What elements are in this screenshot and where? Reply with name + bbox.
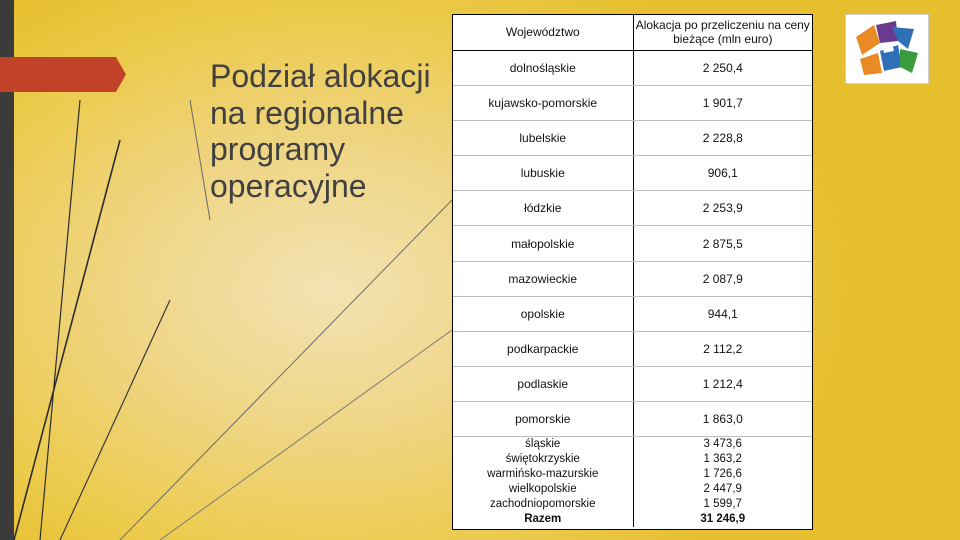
allocation-value: 1 901,7 xyxy=(702,96,743,111)
region-name: lubuskie xyxy=(453,156,634,190)
program-logo-icon xyxy=(845,14,929,84)
table-row xyxy=(453,262,812,297)
table-header-row xyxy=(453,15,812,51)
allocation-value: 2 447,9 xyxy=(703,483,742,496)
table-row xyxy=(453,156,812,191)
table-row xyxy=(453,226,812,261)
allocation-value: 2 250,4 xyxy=(702,61,743,76)
region-name: dolnośląskie xyxy=(453,51,634,85)
table-row xyxy=(453,332,812,367)
allocation-value: 1 599,7 xyxy=(703,498,742,511)
region-name: kujawsko-pomorskie xyxy=(453,86,634,120)
table-row xyxy=(453,402,812,437)
last-regions xyxy=(487,437,598,527)
allocation-value: 2 087,9 xyxy=(702,271,743,286)
table-row xyxy=(453,191,812,226)
region-name: śląskie xyxy=(525,438,561,451)
table-row xyxy=(453,51,812,86)
allocation-value: 1 212,4 xyxy=(702,376,743,391)
allocation-value: 2 875,5 xyxy=(702,236,743,251)
last-values xyxy=(700,437,745,527)
allocation-value: 1 863,0 xyxy=(702,411,743,426)
region-name: warmińsko-mazurskie xyxy=(487,468,599,481)
allocation-value: 906,1 xyxy=(707,166,738,181)
allocation-value: 944,1 xyxy=(707,306,738,321)
header-allocation: Alokacja po przeliczeniu na ceny bieżące (mln euro) xyxy=(635,18,810,46)
region-name: łódzkie xyxy=(453,191,634,225)
region-name: zachodniopomorskie xyxy=(490,498,596,511)
region-name: podlaskie xyxy=(453,367,634,401)
slide-title: Podział alokacji na regionalne programy operacyjne xyxy=(210,58,431,204)
table-row xyxy=(453,121,812,156)
allocation-value: 2 112,2 xyxy=(703,341,743,356)
region-name: podkarpackie xyxy=(453,332,634,366)
header-region: Województwo xyxy=(453,15,634,50)
allocation-value: 1 363,2 xyxy=(703,453,742,466)
total-value: 31 246,9 xyxy=(700,513,746,526)
allocation-table xyxy=(452,14,813,530)
region-name: świętokrzyskie xyxy=(505,453,580,466)
table-row-last xyxy=(453,437,812,527)
allocation-value: 3 473,6 xyxy=(703,438,742,451)
allocation-value: 2 253,9 xyxy=(702,201,743,216)
table-row xyxy=(453,86,812,121)
region-name: małopolskie xyxy=(453,226,634,260)
allocation-value: 1 726,6 xyxy=(703,468,742,481)
region-name: mazowieckie xyxy=(453,262,634,296)
region-name: opolskie xyxy=(453,297,634,331)
table-row xyxy=(453,367,812,402)
region-name: wielkopolskie xyxy=(508,483,577,496)
allocation-value: 2 228,8 xyxy=(702,131,743,146)
region-name: pomorskie xyxy=(453,402,634,436)
region-name: lubelskie xyxy=(453,121,634,155)
table-row xyxy=(453,297,812,332)
total-label: Razem xyxy=(524,513,562,526)
